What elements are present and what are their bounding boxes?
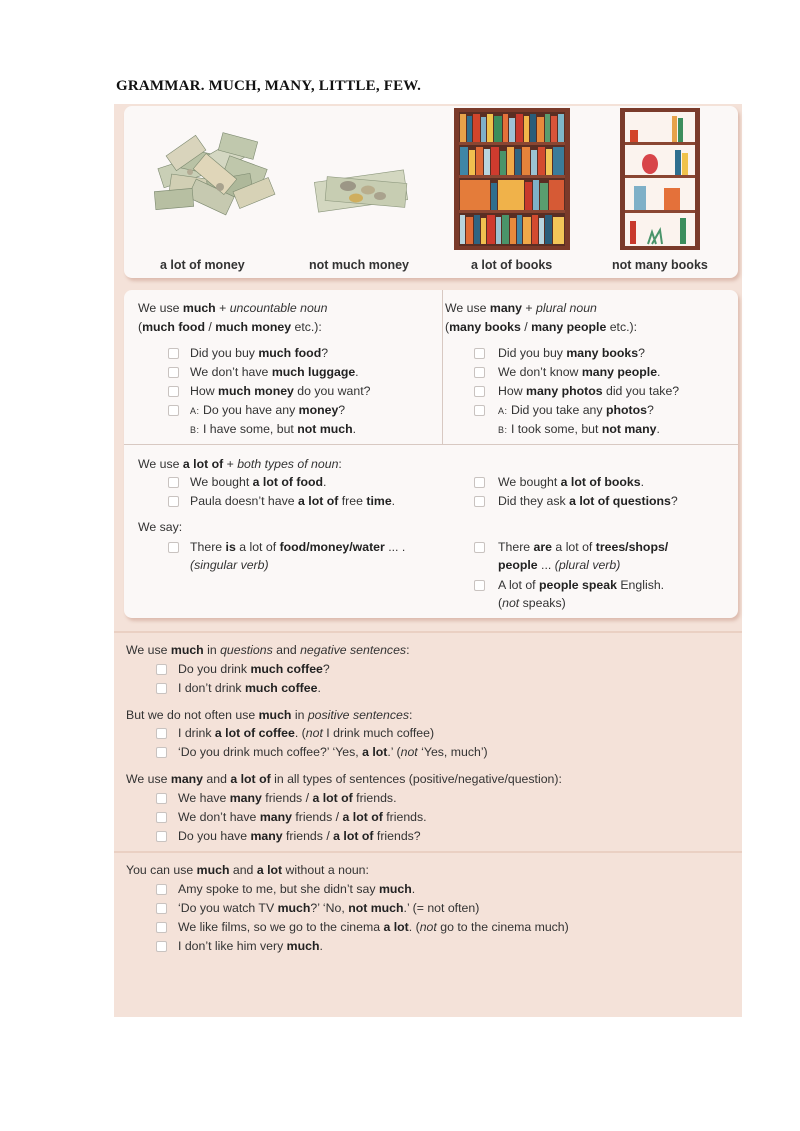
checkbox-icon	[168, 405, 179, 416]
list-item: There are a lot of trees/shops/	[498, 540, 669, 554]
list-item: We bought a lot of food.	[190, 475, 327, 489]
list-item: I drink a lot of coffee. (not I drink much coffee)	[178, 726, 435, 740]
list-item: people ... (plural verb)	[498, 558, 621, 572]
document-title: GRAMMAR. MUCH, MANY, LITTLE, FEW.	[116, 78, 422, 94]
checkbox-icon	[156, 728, 167, 739]
list-item: A: Did you take any photos?	[498, 403, 654, 417]
list-item: I don’t drink much coffee.	[178, 681, 321, 695]
list-item: I don’t like him very much.	[178, 939, 323, 953]
list-item: We have many friends / a lot of friends.	[178, 791, 397, 805]
section-divider	[114, 631, 742, 633]
list-item: We bought a lot of books.	[498, 475, 645, 489]
caption-a-lot-of-money: a lot of money	[160, 258, 245, 272]
checkbox-icon	[168, 477, 179, 488]
rules-card: We use much + uncountable noun (much food / much money etc.): Did you buy much food? We don’t have much luggage. How much money do you want? A: Do you have any money? B: I have some, but not much. We use many + plural noun (many books / many people etc.): Did you buy many books? We don’t know many people. How many photos did you take? A: Did you take any photos? B: I took some, but not many. We use a lot of + both types of noun: We bought a lot of food. Paula doesn’t have a lot of free time. We bought a lot of books. Did they ask a lot of questions? We say: There is a lot of food/money/water ... . (singular verb) There are a lot of trees/shops/ people ... (plural verb) A lot of people speak English. (not speaks)	[124, 290, 738, 618]
sparse-bookshelf-image	[620, 108, 700, 250]
list-item: Did they ask a lot of questions?	[498, 494, 678, 508]
money-pile-image	[150, 132, 282, 224]
checkbox-icon	[168, 542, 179, 553]
checkbox-icon	[156, 747, 167, 758]
list-item: We don’t know many people.	[498, 365, 661, 379]
checkbox-icon	[474, 542, 485, 553]
list-item: Amy spoke to me, but she didn’t say much.	[178, 882, 416, 896]
checkbox-icon	[156, 793, 167, 804]
list-item: B: I have some, but not much.	[190, 422, 357, 436]
checkbox-icon	[156, 884, 167, 895]
small-money-image	[308, 166, 418, 216]
list-item: B: I took some, but not many.	[498, 422, 660, 436]
list-item: (not speaks)	[498, 596, 566, 610]
list-item: Paula doesn’t have a lot of free time.	[190, 494, 396, 508]
picture-card	[124, 106, 738, 278]
list-item: There is a lot of food/money/water ... .	[190, 540, 406, 554]
caption-not-many-books: not many books	[612, 258, 708, 272]
column-divider	[442, 290, 443, 444]
list-item: We don’t have many friends / a lot of friends.	[178, 810, 427, 824]
list-item: How many photos did you take?	[498, 384, 680, 398]
checkbox-icon	[168, 367, 179, 378]
checkbox-icon	[474, 580, 485, 591]
checkbox-icon	[474, 496, 485, 507]
checkbox-icon	[156, 664, 167, 675]
we-say-label: We say:	[138, 520, 183, 534]
row-divider	[124, 444, 738, 445]
list-item: Do you have many friends / a lot of friends?	[178, 829, 421, 843]
section-divider	[114, 851, 742, 853]
list-item: ‘Do you watch TV much?’ ‘No, not much.’ (= not often)	[178, 901, 480, 915]
checkbox-icon	[156, 903, 167, 914]
checkbox-icon	[168, 348, 179, 359]
list-item: We don’t have much luggage.	[190, 365, 359, 379]
checkbox-icon	[474, 405, 485, 416]
caption-a-lot-of-books: a lot of books	[471, 258, 553, 272]
checkbox-icon	[474, 477, 485, 488]
list-item: We like films, so we go to the cinema a lot. (not go to the cinema much)	[178, 920, 569, 934]
checkbox-icon	[168, 386, 179, 397]
list-item: Did you buy many books?	[498, 346, 645, 360]
checkbox-icon	[156, 812, 167, 823]
list-item: A lot of people speak English.	[498, 578, 665, 592]
grammar-sheet: a lot of money not much money a lot of books not many books We use much + uncountable noun (much food / much money etc.): Did you buy much food? We don’t have much luggage. How much money do you want? A: Do you have any money? B: I have some, but not much. We use many + plural noun (many books / many people etc.): Did you buy many books? We don’t know many people. How many photos did you take? A: Did you take any photos? B: I took some, but not many. We use a lot of + both types of noun: We bought a lot of food. Paula doesn’t have a lot of free time. We bought a lot of books. Did they ask a lot of questions? We say: There is a lot of food/money/water ... . (singular verb) There are a lot of trees/shops/ people ... (plural verb) A lot of people speak English. (not speaks) We use much in questions and negative sentences: Do you drink much coffee? I don’t drink much coffee. But we do not often use much in positive sentences: I drink a lot of coffee. (not I drink much coffee) ‘Do you drink much coffee?’ ‘Yes, a lot.’ (not ‘Yes, much’) We use many and a lot of in all types of sentences (positive/negative/question): We have many friends / a lot of friends. We don’t have many friends / a lot of friends. Do you have many friends / a lot of friends? You can use much and a lot without a noun: Amy spoke to me, but she didn’t say much. ‘Do you watch TV much?’ ‘No, not much.’ (= not often) We like films, so we go to the cinema a lot. (not go to the cinema much) I don’t like him very much.	[114, 104, 742, 1017]
checkbox-icon	[168, 496, 179, 507]
list-item: Did you buy much food?	[190, 346, 329, 360]
full-bookshelf-image	[454, 108, 570, 250]
checkbox-icon	[156, 941, 167, 952]
list-item: A: Do you have any money?	[190, 403, 346, 417]
checkbox-icon	[156, 683, 167, 694]
checkbox-icon	[474, 386, 485, 397]
checkbox-icon	[156, 922, 167, 933]
checkbox-icon	[474, 348, 485, 359]
checkbox-icon	[474, 367, 485, 378]
list-item: How much money do you want?	[190, 384, 371, 398]
singular-verb-note: (singular verb)	[190, 558, 269, 572]
list-item: Do you drink much coffee?	[178, 662, 330, 676]
list-item: ‘Do you drink much coffee?’ ‘Yes, a lot.’ (not ‘Yes, much’)	[178, 745, 488, 759]
checkbox-icon	[156, 831, 167, 842]
caption-not-much-money: not much money	[309, 258, 410, 272]
